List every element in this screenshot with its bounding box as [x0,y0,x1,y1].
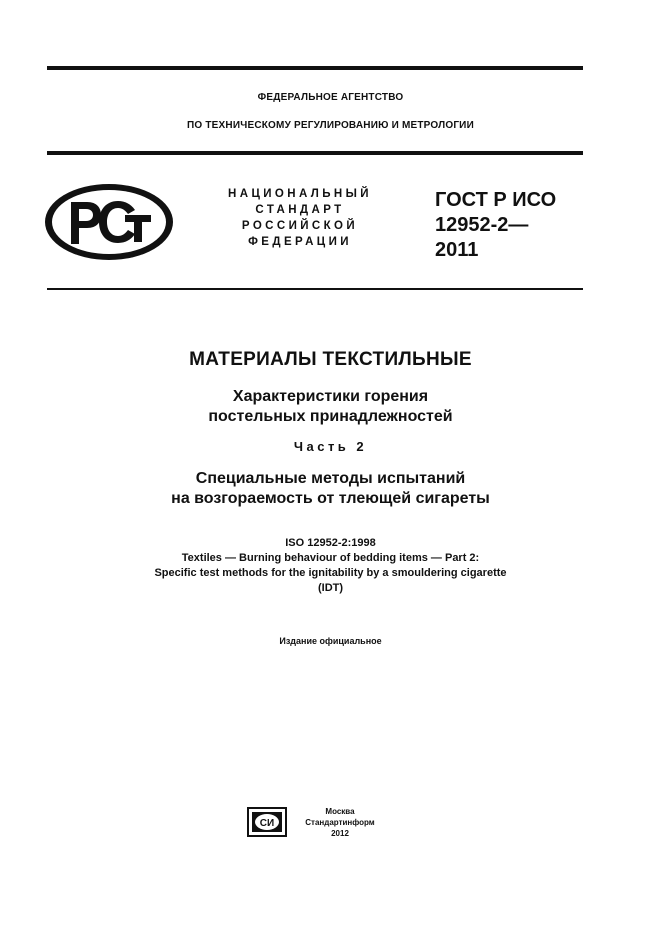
agency-line-1: ФЕДЕРАЛЬНОЕ АГЕНТСТВО [257,92,404,103]
top-rule [47,66,583,70]
national-line: ФЕДЕРАЦИИ [248,236,352,248]
standartinform-logo-icon [247,807,287,837]
agency-line-2: ПО ТЕХНИЧЕСКОМУ РЕГУЛИРОВАНИЮ И МЕТРОЛОГИИ [187,120,474,131]
document-title: МАТЕРИАЛЫ ТЕКСТИЛЬНЫЕ [189,349,472,370]
subtitle-line-2: постельных принадлежностей [208,408,453,425]
gost-line: 2011 [435,239,479,261]
publisher-name: Стандартинформ [305,818,375,827]
national-standard-label [205,186,395,250]
national-line: РОССИЙСКОЙ [241,220,359,232]
block-rule [47,288,583,290]
english-title-line-1: Textiles — Burning behaviour of bedding items — Part 2: [181,552,480,564]
gost-number [435,188,585,263]
header-rule [47,151,583,155]
edition-label: Издание официальное [279,636,382,646]
part-title-line-2: на возгораемость от тлеющей сигареты [171,490,490,507]
publication-year: 2012 [331,829,349,838]
part-title-line-1: Специальные методы испытаний [195,470,466,487]
logo-lettering: СИ [259,818,275,829]
part-number: Часть 2 [293,439,368,454]
iso-reference: ISO 12952-2:1998 [285,537,376,549]
english-title-line-2: Specific test methods for the ignitability by a smouldering cigarette [154,567,507,579]
publisher-city: Москва [325,807,355,816]
national-line: НАЦИОНАЛЬНЫЙ [228,188,372,200]
national-line: СТАНДАРТ [255,204,345,216]
gost-line: 12952-2— [435,214,529,236]
subtitle-line-1: Характеристики горения [232,388,429,405]
rst-logo-icon [43,182,175,262]
gost-line: ГОСТ Р ИСО [435,189,557,211]
publisher-info [290,806,390,839]
identity-marker: (IDT) [317,582,344,594]
